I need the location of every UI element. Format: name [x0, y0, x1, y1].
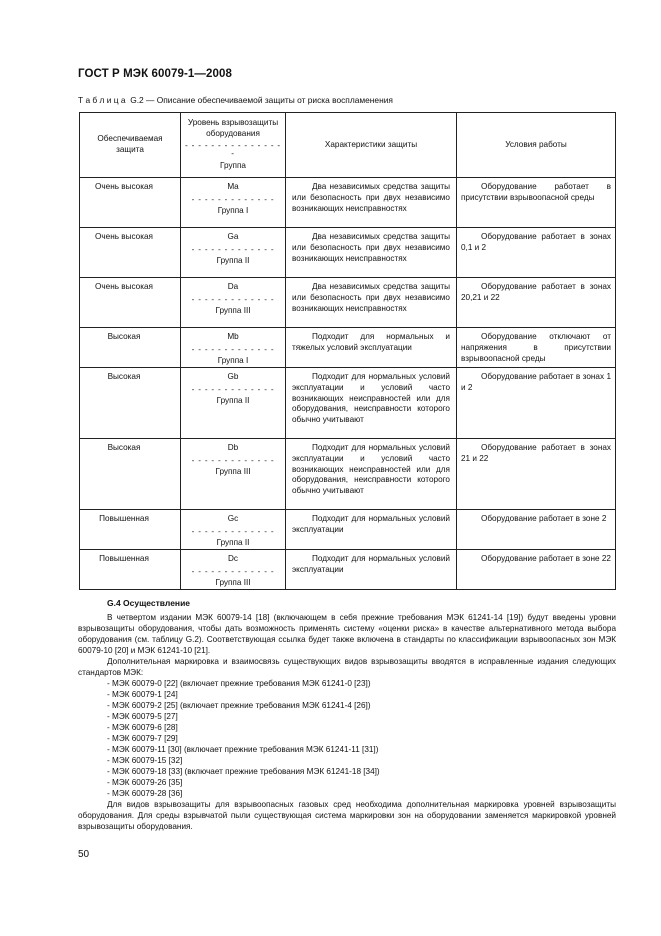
level-code: Ma	[227, 182, 239, 191]
cell-equipment-level	[181, 550, 286, 590]
table-row	[80, 328, 616, 368]
level-group: Группа III	[215, 577, 251, 587]
table-row	[80, 439, 616, 510]
level-dash: - - - - - - - - - - - - -	[191, 566, 275, 576]
table-caption: Т а б л и ц а G.2 — Описание обеспечиваемой защиты от риска воспламенения	[78, 95, 393, 105]
level-group: Группа III	[215, 466, 251, 476]
cell-protection: Повышенная	[80, 510, 181, 550]
cell-protection: Высокая	[80, 368, 181, 439]
header-level-dash: - - - - - - - - - - - - - - - -	[185, 140, 281, 158]
header-level-bottom: Группа	[220, 160, 246, 170]
cell-protection: Очень высокая	[80, 178, 181, 228]
list-item: - МЭК 60079-28 [36]	[107, 789, 183, 798]
cell-conditions: Оборудование работает в присутствии взрывоопасной среды	[457, 178, 616, 228]
list-item: - МЭК 60079-1 [24]	[107, 690, 178, 699]
section-title: G.4 Осуществление	[107, 598, 191, 608]
cell-protection: Повышенная	[80, 550, 181, 590]
cell-characteristics: Подходит для нормальных и тяжелых условий эксплуатации	[286, 328, 457, 368]
level-group: Группа I	[217, 205, 249, 215]
table-row	[80, 178, 616, 228]
cell-equipment-level	[181, 278, 286, 328]
cell-protection: Высокая	[80, 328, 181, 368]
page-number: 50	[78, 849, 90, 860]
cell-conditions: Оборудование работает в зоне 22	[457, 550, 616, 590]
list-item: - МЭК 60079-11 [30] (включает прежние требования МЭК 61241-11 [31])	[107, 745, 379, 754]
cell-characteristics: Два независимых средства защиты или безопасность при двух независимо возникающих неисправностях	[286, 278, 457, 328]
cell-equipment-level	[181, 439, 286, 510]
cell-conditions: Оборудование работает в зоне 2	[457, 510, 616, 550]
protection-table	[79, 112, 616, 590]
level-code: Ga	[227, 232, 239, 241]
level-code: Da	[227, 282, 239, 291]
table-row	[80, 278, 616, 328]
level-code: Dc	[227, 554, 238, 563]
list-item: - МЭК 60079-6 [28]	[107, 723, 178, 732]
page-header: ГОСТ Р МЭК 60079-1—2008	[78, 68, 232, 80]
level-code: Gb	[227, 372, 239, 381]
cell-protection: Очень высокая	[80, 278, 181, 328]
cell-characteristics: Подходит для нормальных условий эксплуатации	[286, 510, 457, 550]
level-dash: - - - - - - - - - - - - -	[191, 384, 275, 394]
cell-equipment-level	[181, 228, 286, 278]
cell-characteristics: Два независимых средства защиты или безопасность при двух независимо возникающих неисправностях	[286, 178, 457, 228]
standards-list	[78, 678, 616, 799]
level-group: Группа II	[216, 395, 250, 405]
list-item: - МЭК 60079-18 [33] (включает прежние требования МЭК 61241-18 [34])	[107, 767, 380, 776]
cell-characteristics: Два независимых средства защиты или безопасность при двух независимо возникающих неисправностях	[286, 228, 457, 278]
level-dash: - - - - - - - - - - - - -	[191, 526, 275, 536]
level-code: Gc	[227, 514, 239, 523]
cell-characteristics: Подходит для нормальных условий эксплуатации	[286, 550, 457, 590]
table-body	[80, 178, 616, 590]
list-item: - МЭК 60079-15 [32]	[107, 756, 183, 765]
header-characteristics: Характеристики защиты	[286, 113, 457, 178]
level-code: Mb	[227, 332, 239, 341]
level-dash: - - - - - - - - - - - - -	[191, 294, 275, 304]
header-level-top: Уровень взрывозащиты оборудования	[187, 118, 279, 139]
table-header-row	[80, 113, 616, 178]
level-dash: - - - - - - - - - - - - -	[191, 244, 275, 254]
table-row	[80, 228, 616, 278]
cell-characteristics: Подходит для нормальных условий эксплуатации и условий часто возникающих неисправностей или для оборудования, неисправности которого обычно учитывают	[286, 439, 457, 510]
cell-characteristics: Подходит для нормальных условий эксплуатации и условий часто возникающих неисправностей или для оборудования, неисправности которого обычно учитывают	[286, 368, 457, 439]
list-item: - МЭК 60079-7 [29]	[107, 734, 178, 743]
paragraph-3: Для видов взрывозащиты для взрывоопасных газовых сред необходима дополнительная маркировка уровней взрывозащиты оборудования. Для среды взрывчатой пыли существующая система маркировки зон на оборудовании заменяется маркировкой уровней взрывозащиты оборудования.	[78, 800, 616, 831]
cell-equipment-level	[181, 178, 286, 228]
cell-conditions: Оборудование работает в зонах 20,21 и 22	[457, 278, 616, 328]
table-row	[80, 510, 616, 550]
list-item: - МЭК 60079-0 [22] (включает прежние требования МЭК 61241-0 [23])	[107, 679, 371, 688]
level-dash: - - - - - - - - - - - - -	[191, 455, 275, 465]
table-row	[80, 550, 616, 590]
cell-equipment-level	[181, 368, 286, 439]
cell-conditions: Оборудование отключают от напряжения в присутствии взрывоопасной среды	[457, 328, 616, 368]
list-item: - МЭК 60079-5 [27]	[107, 712, 178, 721]
level-group: Группа II	[216, 255, 250, 265]
cell-protection: Высокая	[80, 439, 181, 510]
level-dash: - - - - - - - - - - - - -	[191, 344, 275, 354]
level-group: Группа III	[215, 305, 251, 315]
list-item: - МЭК 60079-26 [35]	[107, 778, 183, 787]
level-group: Группа I	[217, 355, 249, 365]
cell-conditions: Оборудование работает в зонах 1 и 2	[457, 368, 616, 439]
table-row	[80, 368, 616, 439]
cell-protection: Очень высокая	[80, 228, 181, 278]
level-dash: - - - - - - - - - - - - -	[191, 194, 275, 204]
paragraph-2: Дополнительная маркировка и взаимосвязь существующих видов взрывозащиты вводятся в исправленные издания следующих стандартов МЭК:	[78, 657, 616, 677]
level-group: Группа II	[216, 537, 250, 547]
header-conditions: Условия работы	[457, 113, 616, 178]
header-protection: Обеспечиваемая защита	[80, 113, 181, 178]
paragraph-1: В четвертом издании МЭК 60079-14 [18] (включающем в себя прежние требования МЭК 61241-14 [19]) будут введены уровни взрывозащиты оборудования, чтобы дать возможность применять систему «оценки риска» в качестве альтернативного метода выбора оборудования (см. таблицу G.2). Соответствующая ссылка будет также включена в стандарты по классификации взрывоопасных зон МЭК 60079-10 [20] и МЭК 61241-10 [21].	[78, 613, 616, 655]
cell-conditions: Оборудование работает в зонах 21 и 22	[457, 439, 616, 510]
cell-conditions: Оборудование работает в зонах 0,1 и 2	[457, 228, 616, 278]
list-item: - МЭК 60079-2 [25] (включает прежние требования МЭК 61241-4 [26])	[107, 701, 371, 710]
cell-equipment-level	[181, 328, 286, 368]
header-level	[181, 113, 286, 178]
cell-equipment-level	[181, 510, 286, 550]
section-body	[78, 612, 616, 832]
level-code: Db	[227, 443, 239, 452]
